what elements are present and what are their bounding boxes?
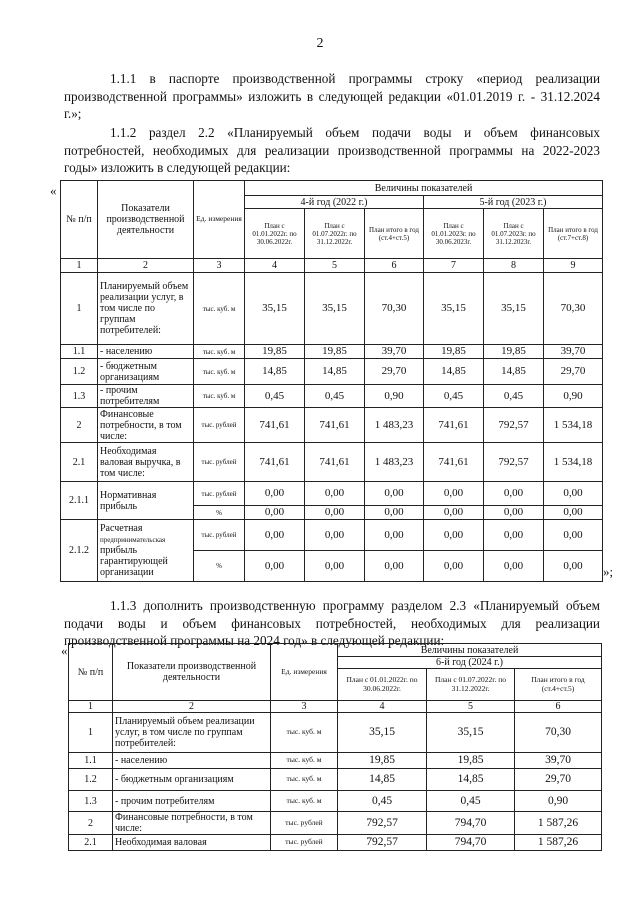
cell: 0,00	[544, 551, 603, 582]
table-row	[69, 753, 602, 769]
table-row	[61, 273, 603, 345]
cell: 0,00	[544, 482, 603, 506]
value-cell: 741,61	[245, 408, 305, 443]
table-row	[61, 359, 603, 385]
header-year-2024: 6-й год (2024 г.)	[338, 657, 602, 669]
paragraph-1-1-3: 1.1.3 дополнить производственную программу разделом 2.3 «Планируемый объем подачи воды и объем финансовых потребностей, необходимых для реализации производственной программы на 2024 год» в следующей редакции:	[64, 598, 600, 648]
column-number: 5	[305, 259, 365, 273]
value-cell: 14,85	[245, 359, 305, 385]
row-name: - населению	[113, 753, 271, 769]
value-cell: 0,45	[305, 385, 365, 408]
column-number: 6	[365, 259, 424, 273]
row-2-1-2-unit-rub: тыс. рублей	[194, 520, 245, 551]
cell: 0,00	[245, 482, 305, 506]
row-unit: тыс. куб. м	[194, 345, 245, 359]
cell: 0,00	[365, 482, 424, 506]
value-cell: 14,85	[484, 359, 544, 385]
header-col-5: План с 01.07.2022г. по 31.12.2022г.	[305, 209, 365, 259]
cell: 0,00	[424, 520, 484, 551]
row-unit: тыс. куб. м	[271, 713, 338, 753]
cell: 0,00	[424, 551, 484, 582]
value-cell: 70,30	[365, 273, 424, 345]
value-cell: 0,45	[484, 385, 544, 408]
row-name: - прочим потребителям	[113, 791, 271, 812]
row-unit: тыс. рублей	[194, 443, 245, 482]
value-cell: 0,90	[515, 791, 602, 812]
value-cell: 0,45	[245, 385, 305, 408]
row-2-1-1-unit-pct: %	[194, 506, 245, 520]
column-number: 3	[194, 259, 245, 273]
cell: 0,00	[544, 520, 603, 551]
value-cell: 19,85	[338, 753, 427, 769]
row-name: Финансовые потребности, в том числе:	[113, 812, 271, 835]
closing-quote-1: »;	[603, 564, 614, 579]
column-number: 5	[427, 701, 515, 713]
value-cell: 14,85	[424, 359, 484, 385]
table-row	[61, 385, 603, 408]
value-cell: 794,70	[427, 835, 515, 851]
row-name: Необходимая валовая	[113, 835, 271, 851]
column-number: 2	[98, 259, 194, 273]
value-cell: 792,57	[338, 812, 427, 835]
cell: 0,00	[305, 520, 365, 551]
value-cell: 70,30	[544, 273, 603, 345]
value-cell: 1 483,23	[365, 443, 424, 482]
table-row	[69, 713, 602, 753]
value-cell: 0,45	[338, 791, 427, 812]
opening-quote-2: «	[61, 643, 68, 658]
cell: 0,00	[484, 482, 544, 506]
column-number: 8	[484, 259, 544, 273]
column-number: 4	[338, 701, 427, 713]
row-number: 2.1	[61, 443, 98, 482]
row-2-1-1-num: 2.1.1	[61, 482, 98, 520]
value-cell: 1 587,26	[515, 812, 602, 835]
row-name: - прочим потребителям	[98, 385, 194, 408]
header-values: Величины показателей	[245, 181, 603, 196]
value-cell: 39,70	[544, 345, 603, 359]
header-indicator: Показатели производственной деятельности	[113, 644, 271, 701]
value-cell: 29,70	[544, 359, 603, 385]
row-unit: тыс. куб. м	[271, 753, 338, 769]
cell: 0,00	[365, 520, 424, 551]
cell: 0,00	[245, 506, 305, 520]
row-number: 1	[69, 713, 113, 753]
header-year-2023: 5-й год (2023 г.)	[424, 196, 603, 209]
value-cell: 1 483,23	[365, 408, 424, 443]
value-cell: 741,61	[305, 408, 365, 443]
table-row	[61, 345, 603, 359]
cell: 0,00	[365, 506, 424, 520]
value-cell: 29,70	[515, 769, 602, 791]
value-cell: 35,15	[305, 273, 365, 345]
column-number: 3	[271, 701, 338, 713]
table-row	[69, 791, 602, 812]
value-cell: 35,15	[424, 273, 484, 345]
column-number: 7	[424, 259, 484, 273]
table-row	[69, 769, 602, 791]
table-row	[61, 408, 603, 443]
value-cell: 35,15	[338, 713, 427, 753]
page-number: 2	[316, 36, 324, 51]
value-cell: 792,57	[484, 443, 544, 482]
paragraph-1-1-2: 1.1.2 раздел 2.2 «Планируемый объем подачи воды и объем финансовых потребностей, необходимых для реализации производственной программы на 2022-2023 годы» изложить в следующей редакции:	[64, 125, 600, 175]
value-cell: 741,61	[305, 443, 365, 482]
row-name: - бюджетным организациям	[113, 769, 271, 791]
value-cell: 19,85	[427, 753, 515, 769]
row-number: 2	[69, 812, 113, 835]
row-number: 1.3	[61, 385, 98, 408]
row-unit: тыс. куб. м	[194, 273, 245, 345]
table-row	[69, 812, 602, 835]
value-cell: 35,15	[484, 273, 544, 345]
value-cell: 741,61	[245, 443, 305, 482]
header-col-8: План с 01.07.2023г. по 31.12.2023г.	[484, 209, 544, 259]
column-number: 1	[61, 259, 98, 273]
value-cell: 70,30	[515, 713, 602, 753]
value-cell: 39,70	[515, 753, 602, 769]
column-number: 9	[544, 259, 603, 273]
column-number: 1	[69, 701, 113, 713]
value-cell: 14,85	[305, 359, 365, 385]
row-2-1-1-name: Нормативная прибыль	[98, 482, 194, 520]
row-unit: тыс. рублей	[194, 408, 245, 443]
row-number: 2	[61, 408, 98, 443]
header-unit: Ед. измерения	[271, 644, 338, 701]
row-2-1-2-num: 2.1.2	[61, 520, 98, 582]
header-num: № п/п	[69, 644, 113, 701]
value-cell: 792,57	[484, 408, 544, 443]
value-cell: 0,90	[365, 385, 424, 408]
value-cell: 19,85	[305, 345, 365, 359]
cell: 0,00	[424, 482, 484, 506]
value-cell: 792,57	[338, 835, 427, 851]
cell: 0,00	[484, 520, 544, 551]
cell: 0,00	[305, 551, 365, 582]
row-unit: тыс. куб. м	[194, 359, 245, 385]
cell: 0,00	[305, 506, 365, 520]
value-cell: 19,85	[484, 345, 544, 359]
paragraph-1-1-1: 1.1.1 в паспорте производственной программы строку «период реализации производственной программы» изложить в следующей редакции «01.01.2019 г. - 31.12.2024 г.»;	[64, 71, 600, 121]
row-number: 1.1	[61, 345, 98, 359]
table-2022-2023	[60, 180, 603, 582]
header-indicator: Показатели производственной деятельности	[98, 181, 194, 259]
row-2-1-1-unit-rub: тыс. рублей	[194, 482, 245, 506]
header-col-9: План итого в год (ст.7+ст.8)	[544, 209, 603, 259]
value-cell: 19,85	[424, 345, 484, 359]
header-col-4: План с 01.01.2022г. по 30.06.2022г.	[338, 669, 427, 701]
value-cell: 39,70	[365, 345, 424, 359]
row-unit: тыс. рублей	[271, 812, 338, 835]
row-unit: тыс. рублей	[271, 835, 338, 851]
value-cell: 741,61	[424, 408, 484, 443]
table-2024	[68, 643, 602, 851]
row-number: 1.3	[69, 791, 113, 812]
column-number: 6	[515, 701, 602, 713]
header-num: № п/п	[61, 181, 98, 259]
row-number: 1.1	[69, 753, 113, 769]
header-col-4: План с 01.01.2022г. по 30.06.2022г.	[245, 209, 305, 259]
value-cell: 35,15	[245, 273, 305, 345]
cell: 0,00	[245, 520, 305, 551]
cell: 0,00	[365, 551, 424, 582]
table-row	[69, 835, 602, 851]
row-name: - населению	[98, 345, 194, 359]
value-cell: 1 534,18	[544, 408, 603, 443]
row-unit: тыс. куб. м	[271, 791, 338, 812]
row-name: Планируемый объем реализации услуг, в том числе по группам потребителей:	[113, 713, 271, 753]
value-cell: 794,70	[427, 812, 515, 835]
value-cell: 29,70	[365, 359, 424, 385]
cell: 0,00	[424, 506, 484, 520]
header-col-6: План итого в год (ст.4+ст.5)	[365, 209, 424, 259]
header-values: Величины показателей	[338, 644, 602, 657]
row-2-1-2-name: Расчетная предпринимательская прибыль гарантирующей организации	[98, 520, 194, 582]
value-cell: 0,45	[427, 791, 515, 812]
row-unit: тыс. куб. м	[271, 769, 338, 791]
row-number: 1.2	[69, 769, 113, 791]
row-number: 2.1	[69, 835, 113, 851]
header-col-7: План с 01.01.2023г. по 30.06.2023г.	[424, 209, 484, 259]
value-cell: 1 534,18	[544, 443, 603, 482]
header-col-5: План с 01.07.2022г. по 31.12.2022г.	[427, 669, 515, 701]
value-cell: 0,90	[544, 385, 603, 408]
cell: 0,00	[245, 551, 305, 582]
header-col-6: План итого в год (ст.4+ст.5)	[515, 669, 602, 701]
table-row	[61, 443, 603, 482]
cell: 0,00	[484, 506, 544, 520]
value-cell: 14,85	[427, 769, 515, 791]
row-number: 1	[61, 273, 98, 345]
header-year-2022: 4-й год (2022 г.)	[245, 196, 424, 209]
value-cell: 741,61	[424, 443, 484, 482]
row-name: - бюджетным организациям	[98, 359, 194, 385]
row-name: Необходимая валовая выручка, в том числе:	[98, 443, 194, 482]
row-name: Планируемый объем реализации услуг, в том числе по группам потребителей:	[98, 273, 194, 345]
cell: 0,00	[544, 506, 603, 520]
value-cell: 0,45	[424, 385, 484, 408]
column-number: 4	[245, 259, 305, 273]
cell: 0,00	[305, 482, 365, 506]
value-cell: 14,85	[338, 769, 427, 791]
header-unit: Ед. измерения	[194, 181, 245, 259]
value-cell: 1 587,26	[515, 835, 602, 851]
column-number: 2	[113, 701, 271, 713]
row-unit: тыс. куб. м	[194, 385, 245, 408]
row-name: Финансовые потребности, в том числе:	[98, 408, 194, 443]
value-cell: 19,85	[245, 345, 305, 359]
opening-quote-1: «	[50, 183, 57, 198]
row-2-1-2-unit-pct: %	[194, 551, 245, 582]
row-number: 1.2	[61, 359, 98, 385]
value-cell: 35,15	[427, 713, 515, 753]
cell: 0,00	[484, 551, 544, 582]
